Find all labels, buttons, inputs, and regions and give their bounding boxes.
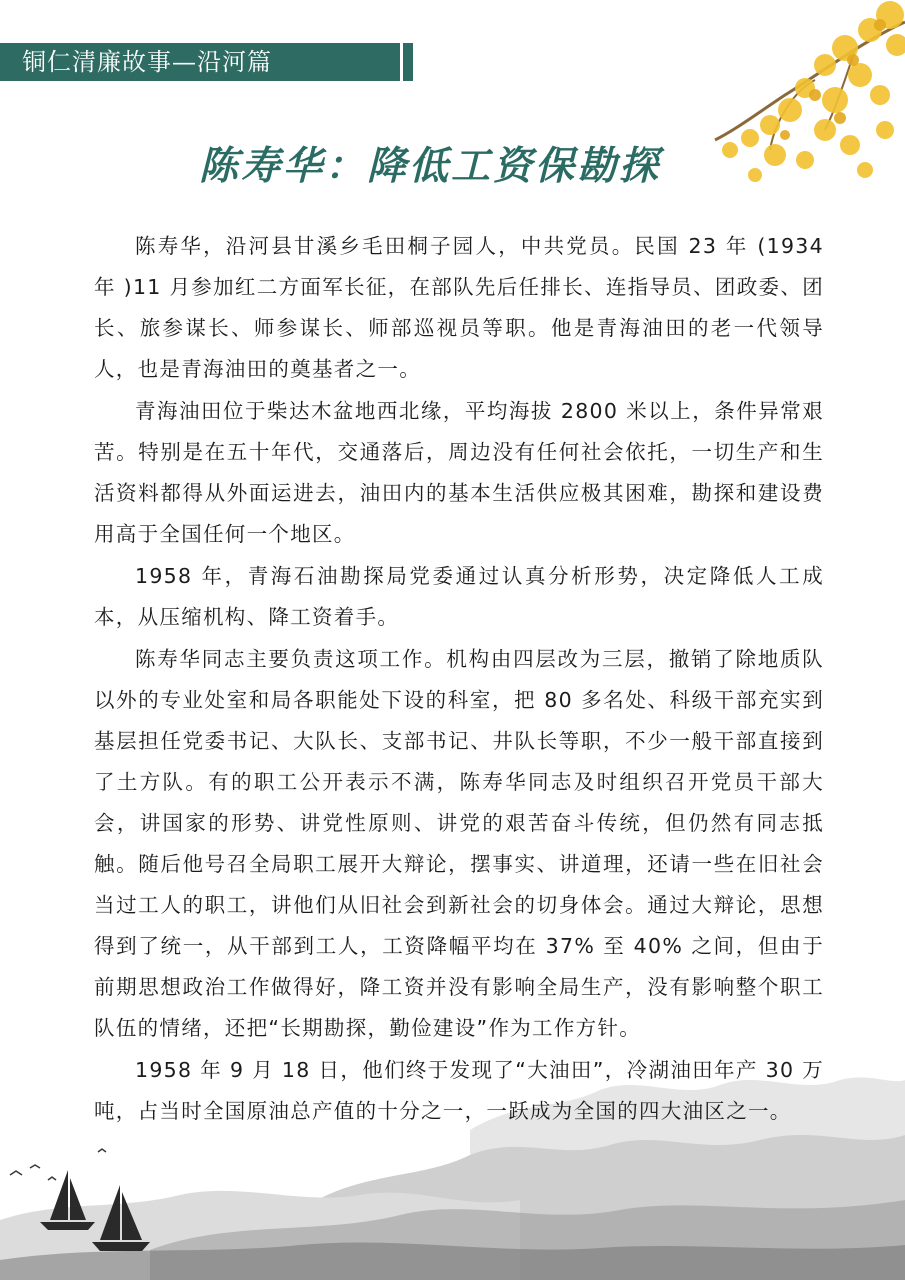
article-body bbox=[94, 226, 824, 1133]
paragraph: 1958 年 9 月 18 日，他们终于发现了“大油田”，冷湖油田年产 30 万吨，占当时全国原油总产值的十分之一，一跃成为全国的四大油区之一。 bbox=[94, 1058, 824, 1123]
banner-end-bar bbox=[400, 43, 413, 81]
paragraph: 陈寿华同志主要负责这项工作。机构由四层改为三层，撤销了除地质队以外的专业处室和局各职能处下设的科室，把 80 多名处、科级干部充实到基层担任党委书记、大队长、支部书记、井队长等职，不少一般干部直接到了土方队。有的职工公开表示不满，陈寿华同志及时组织召开党员干部大会，讲国家的形势、讲党性原则、讲党的艰苦奋斗传统，但仍然有同志抵触。随后他号召全局职工展开大辩论，摆事实、讲道理，还请一些在旧社会当过工人的职工，讲他们从旧社会到新社会的切身体会。通过大辩论，思想得到了统一，从干部到工人，工资降幅平均在 37% 至 40% 之间，但由于前期思想政治工作做得好，降工资并没有影响全局生产，没有影响整个职工队伍的情绪，还把“长期勘探，勤俭建设”作为工作方针。 bbox=[94, 647, 824, 1040]
article-title: 陈寿华：降低工资保勘探 bbox=[198, 144, 661, 189]
series-title: 铜仁清廉故事—沿河篇 bbox=[22, 48, 272, 76]
paragraph: 陈寿华，沿河县甘溪乡毛田桐子园人，中共党员。民国 23 年 (1934 年 )11 月参加红二方面军长征，在部队先后任排长、连指导员、团政委、团长、旅参谋长、师参谋长、师部巡视员等职。他是青海油田的老一代领导人，也是青海油田的奠基者之一。 bbox=[94, 234, 824, 381]
paragraph: 青海油田位于柴达木盆地西北缘，平均海拔 2800 米以上，条件异常艰苦。特别是在五十年代，交通落后，周边没有任何社会依托，一切生产和生活资料都得从外面运进去，油田内的基本生活供应极其困难，勘探和建设费用高于全国任何一个地区。 bbox=[94, 399, 824, 546]
paragraph: 1958 年，青海石油勘探局党委通过认真分析形势，决定降低人工成本，从压缩机构、降工资着手。 bbox=[94, 564, 824, 629]
series-banner bbox=[0, 43, 408, 81]
